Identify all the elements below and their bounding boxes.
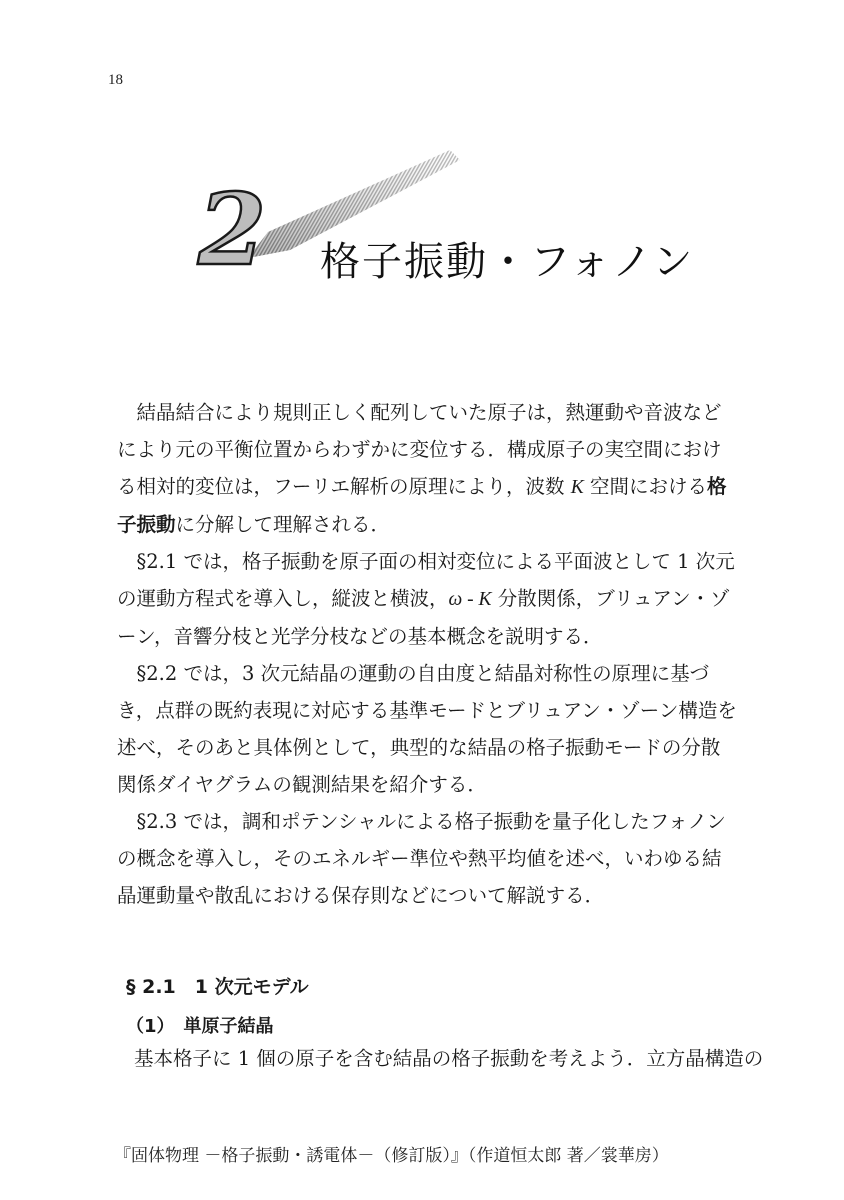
footer-citation: 『固体物理 －格子振動・誘電体－（修訂版）』（作道恒太郎 著／裳華房） [114, 1146, 669, 1166]
intro-paragraph-2: §2.1 では，格子振動を原子面の相対変位による平面波として 1 次元の運動方程式を導入し，縦波と横波，ω - K 分散関係，ブリュアン・ゾーン，音響分枝と光学分枝などの基本概念を説明する． [117, 550, 735, 648]
intro-paragraph-4: §2.3 では，調和ポテンシャルによる格子振動を量子化したフォノンの概念を導入し，そのエネルギー準位や熱平均値を述べ，いわゆる結晶運動量や散乱における保存則などについて解説する． [117, 810, 726, 907]
intro-paragraph-1: 結晶結合により規則正しく配列していた原子は，熱運動や音波などにより元の平衡位置からわずかに変位する．構成原子の実空間における相対的変位は，フーリエ解析の原理により，波数 K 空間における格子振動に分解して理解される． [117, 401, 727, 536]
intro-paragraph-3: §2.2 では，3 次元結晶の運動の自由度と結晶対称性の原理に基づき，点群の既約表現に対応する基準モードとブリュアン・ゾーン構造を述べ，そのあと具体例として，典型的な結晶の格子振動モードの分散関係ダイヤグラムの観測結果を紹介する． [117, 662, 737, 796]
chapter-header [0, 140, 844, 290]
section-heading: § 2.1 1 次元モデル [126, 976, 309, 998]
chapter-number: 2 [198, 173, 267, 288]
subsection-heading: （1） 単原子結晶 [126, 1016, 274, 1037]
chapter-title: 格子振動・フォノン [320, 239, 695, 285]
page-number: 18 [108, 72, 123, 88]
body-text: 基本格子に 1 個の原子を含む結晶の格子振動を考えよう．立方晶構造の [134, 1047, 764, 1070]
intro-text [117, 394, 737, 914]
